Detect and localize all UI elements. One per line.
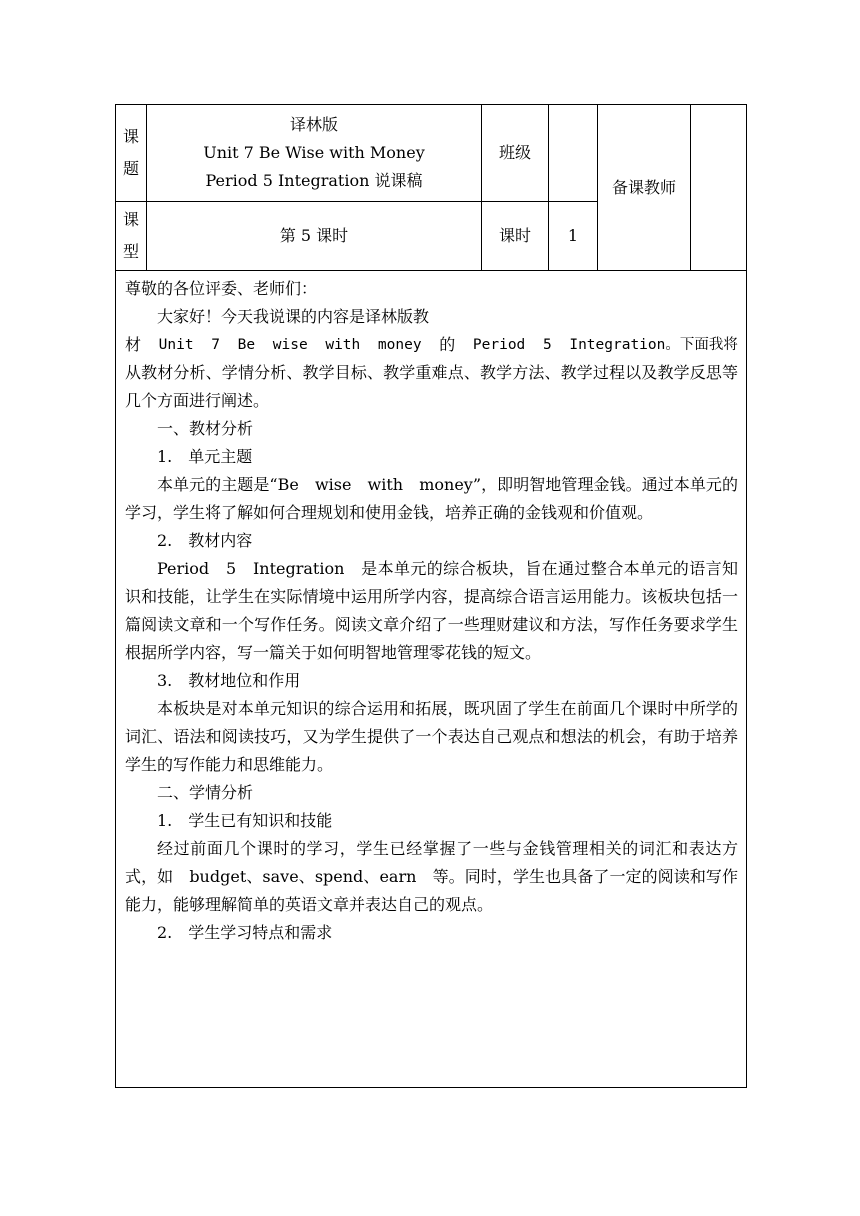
intro-line-2: 材 Unit 7 Be wise with money 的 Period 5 Integration。下面我将 xyxy=(125,335,738,354)
header-row-topic xyxy=(116,105,747,202)
section-2-1-text: 经过前面几个课时的学习，学生已经掌握了一些与金钱管理相关的词汇和表达方式，如 budget、save、spend、earn 等。同时，学生也具备了一定的阅读和写作能力，能够理解简单的英语文章并表达自己的观点。 xyxy=(125,839,738,914)
section-1-1-heading: 1. 单元主题 xyxy=(157,447,253,466)
section-2-heading: 二、学情分析 xyxy=(157,783,254,802)
section-1-1-text: 本单元的主题是“Be wise with money”，即明智地管理金钱。通过本单元的学习，学生将了解如何合理规划和使用金钱，培养正确的金钱观和价值观。 xyxy=(125,475,738,522)
class-value[interactable] xyxy=(549,105,598,202)
section-2-2-heading: 2. 学生学习特点和需求 xyxy=(157,923,333,942)
lesson-type-value: 第 5 课时 xyxy=(147,202,482,271)
class-label: 班级 xyxy=(482,105,549,202)
lesson-body xyxy=(116,271,747,1088)
section-2-1-heading: 1. 学生已有知识和技能 xyxy=(157,811,333,830)
section-1-2-text: Period 5 Integration 是本单元的综合板块，旨在通过整合本单元的语言知识和技能，让学生在实际情境中运用所学内容，提高综合语言运用能力。该板块包括一篇阅读文章和一个写作任务。阅读文章介绍了一些理财建议和方法，写作任务要求学生根据所学内容，写一篇关于如何明智地管理零花钱的短文。 xyxy=(125,559,738,662)
section-1-3-heading: 3. 教材地位和作用 xyxy=(157,671,301,690)
lesson-title-period: Period 5 Integration 说课稿 xyxy=(205,171,423,190)
hours-label: 课时 xyxy=(482,202,549,271)
body-row xyxy=(116,271,747,1088)
intro-line-3: 从教材分析、学情分析、教学目标、教学重难点、教学方法、教学过程以及教学反思等几个方面进行阐述。 xyxy=(125,363,738,410)
intro-line-1: 大家好！今天我说课的内容是译林版教 xyxy=(157,307,430,326)
topic-label: 课 题 xyxy=(116,105,147,202)
lesson-title-unit: Unit 7 Be Wise with Money xyxy=(203,143,425,162)
lesson-title-publisher: 译林版 xyxy=(289,115,338,134)
section-1-2-heading: 2. 教材内容 xyxy=(157,531,253,550)
lesson-title-cell xyxy=(147,105,482,202)
lesson-plan-table xyxy=(115,104,747,1088)
hours-value: 1 xyxy=(549,202,598,271)
type-label: 课 型 xyxy=(116,202,147,271)
teacher-value[interactable] xyxy=(691,105,747,271)
section-1-3-text: 本板块是对本单元知识的综合运用和拓展，既巩固了学生在前面几个课时中所学的词汇、语法和阅读技巧，又为学生提供了一个表达自己观点和想法的机会，有助于培养学生的写作能力和思维能力。 xyxy=(125,699,738,774)
teacher-label: 备课教师 xyxy=(598,105,691,271)
section-1-heading: 一、教材分析 xyxy=(157,419,254,438)
greeting: 尊敬的各位评委、老师们： xyxy=(125,279,318,298)
